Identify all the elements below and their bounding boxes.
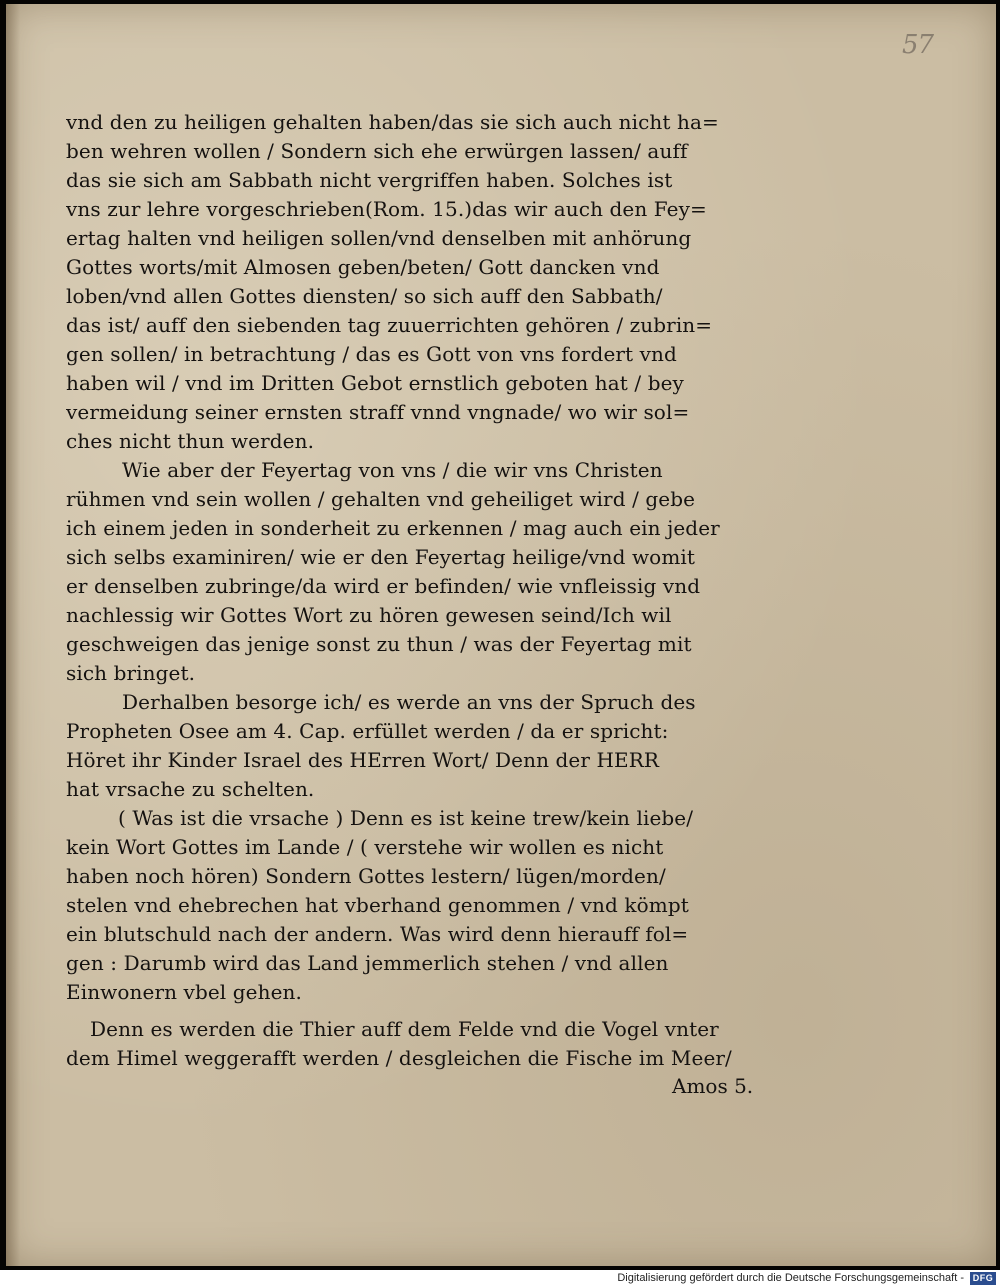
text-line: sich bringet. xyxy=(66,661,196,685)
text-line: sich selbs examiniren/ wie er den Feyertag heilige/vnd womit xyxy=(66,545,696,569)
text-line: rühmen vnd sein wollen / gehalten vnd geheiliget wird / gebe xyxy=(66,487,696,511)
text-line: das sie sich am Sabbath nicht vergriffen haben. Solches ist xyxy=(66,168,673,192)
dfg-logo-icon: DFG xyxy=(970,1272,996,1285)
text-line: kein Wort Gottes im Lande / ( verstehe wir wollen es nicht xyxy=(66,835,664,859)
text-line: er denselben zubringe/da wird er befinden/ wie vnfleissig vnd xyxy=(66,574,701,598)
paragraph-start-line: Denn es werden die Thier auff dem Felde vnd die Vogel vnter xyxy=(90,1017,719,1041)
text-line: vnd den zu heiligen gehalten haben/das sie sich auch nicht ha= xyxy=(66,110,719,134)
text-line: vns zur lehre vorgeschrieben(Rom. 15.)das wir auch den Fey= xyxy=(66,197,707,221)
text-line: ben wehren wollen / Sondern sich ehe erwürgen lassen/ auff xyxy=(66,139,688,163)
page-shadow-edge xyxy=(6,4,20,1266)
paragraph-start-line: ( Was ist die vrsache ) Denn es ist keine trew/kein liebe/ xyxy=(118,806,694,830)
text-line: haben noch hören) Sondern Gottes lestern/ lügen/morden/ xyxy=(66,864,666,888)
text-line: ein blutschuld nach der andern. Was wird denn hierauff fol= xyxy=(66,922,689,946)
text-line: geschweigen das jenige sonst zu thun / was der Feyertag mit xyxy=(66,632,692,656)
text-line: vermeidung seiner ernsten straff vnnd vngnade/ wo wir sol= xyxy=(66,400,690,424)
text-line: dem Himel weggerafft werden / desgleichen die Fische im Meer/ xyxy=(66,1046,732,1070)
text-line: Propheten Osee am 4. Cap. erfüllet werden / da er spricht: xyxy=(66,719,669,743)
text-line: ich einem jeden in sonderheit zu erkennen / mag auch ein jeder xyxy=(66,516,720,540)
folio-number: 57 xyxy=(902,30,934,60)
funding-notice: Digitalisierung gefördert durch die Deutsche Forschungsgemeinschaft - xyxy=(617,1272,964,1284)
text-line: haben wil / vnd im Dritten Gebot ernstlich geboten hat / bey xyxy=(66,371,684,395)
text-line: hat vrsache zu schelten. xyxy=(66,777,315,801)
book-page xyxy=(6,4,996,1266)
text-line: nachlessig wir Gottes Wort zu hören gewesen seind/Ich wil xyxy=(66,603,672,627)
text-block xyxy=(66,108,796,1073)
text-line: gen : Darumb wird das Land jemmerlich stehen / vnd allen xyxy=(66,951,669,975)
text-line: ches nicht thun werden. xyxy=(66,429,315,453)
text-line: Höret ihr Kinder Israel des HErren Wort/ Denn der HERR xyxy=(66,748,660,772)
text-line: das ist/ auff den siebenden tag zuuerrichten gehören / zubrin= xyxy=(66,313,713,337)
catchword: Amos 5. xyxy=(672,1074,754,1098)
text-line: gen sollen/ in betrachtung / das es Gott von vns fordert vnd xyxy=(66,342,677,366)
text-line: ertag halten vnd heiligen sollen/vnd denselben mit anhörung xyxy=(66,226,692,250)
text-line: Gottes worts/mit Almosen geben/beten/ Gott dancken vnd xyxy=(66,255,660,279)
text-line: loben/vnd allen Gottes diensten/ so sich auff den Sabbath/ xyxy=(66,284,663,308)
digitization-footer xyxy=(0,1270,1000,1287)
text-line: stelen vnd ehebrechen hat vberhand genommen / vnd kömpt xyxy=(66,893,689,917)
text-line: Einwonern vbel gehen. xyxy=(66,980,302,1004)
paragraph-start-line: Derhalben besorge ich/ es werde an vns der Spruch des xyxy=(122,690,696,714)
paragraph-start-line: Wie aber der Feyertag von vns / die wir vns Christen xyxy=(122,458,663,482)
